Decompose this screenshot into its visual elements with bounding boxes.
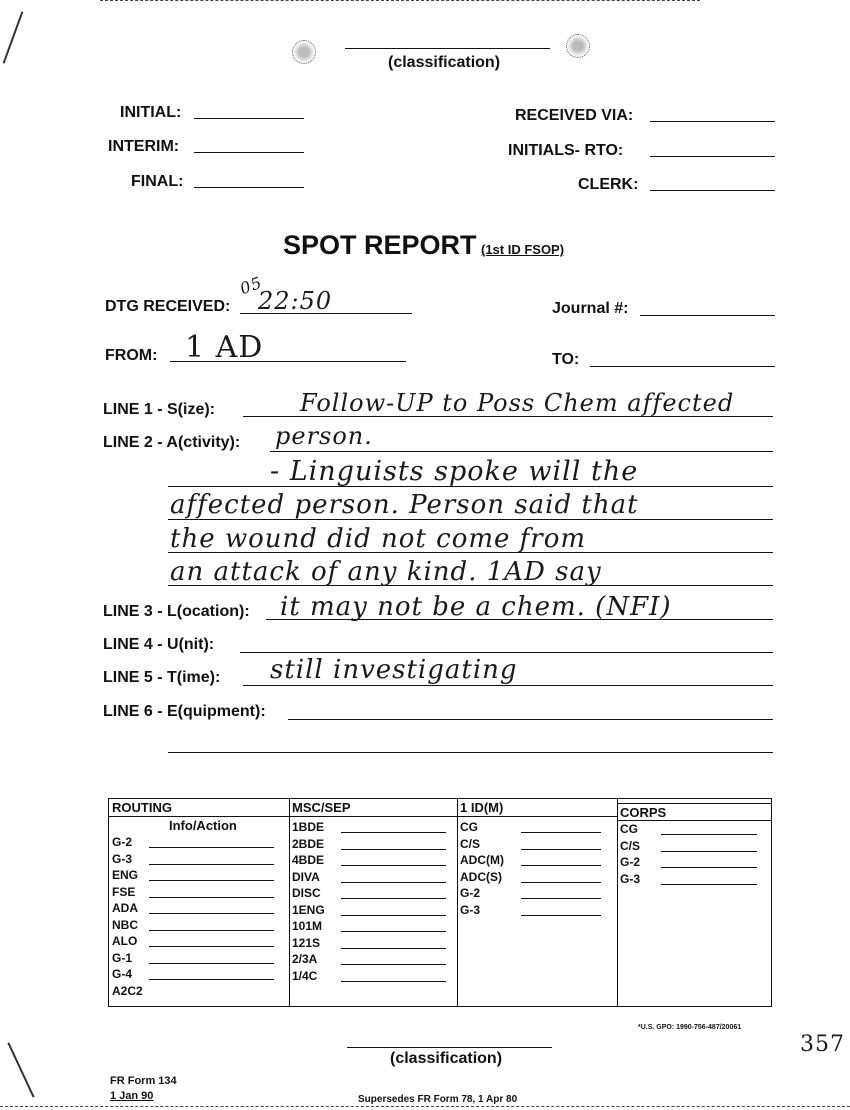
routing-row-label: DIVA (292, 869, 320, 884)
routing-table (108, 798, 772, 1007)
line2-label: LINE 2 - A(ctivity): (103, 434, 241, 451)
line6-label: LINE 6 - E(quipment): (103, 703, 266, 720)
supersedes-notice: Supersedes FR Form 78, 1 Apr 80 (358, 1094, 518, 1105)
clerk-field[interactable] (650, 190, 775, 191)
routing-row-field[interactable] (149, 979, 274, 980)
routing-subheader: Info/Action (169, 818, 237, 833)
final-field[interactable] (194, 187, 304, 188)
routing-row-field[interactable] (661, 884, 757, 885)
corps-column (617, 799, 771, 1006)
journal-field[interactable] (640, 315, 775, 316)
continuation-text-1: - Linguists spoke will the (270, 456, 639, 487)
classification-top-line (345, 48, 550, 49)
initials-rto-label: INITIALS- RTO: (508, 142, 624, 159)
interim-label: INTERIM: (108, 138, 180, 155)
routing-row-field[interactable] (661, 834, 757, 835)
routing-row-label: ALO (112, 934, 138, 948)
routing-row-field[interactable] (341, 931, 446, 932)
routing-row-field[interactable] (521, 882, 601, 883)
from-label: FROM: (105, 347, 158, 364)
routing-row-label: G-3 (620, 871, 641, 886)
line5-field[interactable] (243, 685, 773, 686)
journal-label: Journal #: (552, 300, 629, 317)
to-field[interactable] (590, 366, 775, 367)
line4-label: LINE 4 - U(nit): (103, 636, 215, 653)
routing-row-field[interactable] (521, 898, 601, 899)
routing-row-label: FSE (112, 884, 136, 899)
routing-row-label: 1BDE (292, 820, 325, 834)
routing-row-label: G-1 (112, 950, 133, 965)
routing-row-label: 1/4C (292, 968, 318, 983)
line2-field[interactable] (270, 451, 773, 452)
routing-row-label: DISC (292, 886, 321, 900)
classification-bottom-line (347, 1047, 552, 1048)
routing-row-label: C/S (620, 838, 641, 853)
routing-row-field[interactable] (149, 897, 274, 898)
routing-row-label: 2/3A (292, 952, 318, 966)
gpo-notice: *U.S. GPO: 1990-756-487/20061 (638, 1024, 742, 1031)
routing-row-field[interactable] (341, 948, 446, 949)
report-subtitle: (1st ID FSOP) (480, 242, 565, 257)
routing-row-field[interactable] (341, 964, 446, 965)
routing-row-field[interactable] (661, 851, 757, 852)
classification-bottom: (classification) (390, 1050, 503, 1067)
dtg-prefix: 05 (237, 272, 265, 299)
dtg-label: DTG RECEIVED: (105, 298, 231, 315)
routing-row-label: 1ENG (292, 902, 325, 917)
initial-field[interactable] (194, 118, 304, 119)
routing-row-field[interactable] (341, 915, 446, 916)
id-m-header: 1 ID(M) (457, 799, 617, 817)
routing-row-field[interactable] (341, 832, 446, 833)
bottom-edge (0, 1106, 850, 1107)
seal-left-icon (292, 40, 316, 64)
routing-row-field[interactable] (149, 864, 274, 865)
form-date: 1 Jan 90 (110, 1090, 154, 1102)
routing-row-label: NBC (112, 917, 138, 932)
line1-label: LINE 1 - S(ize): (103, 401, 216, 418)
line4-field[interactable] (240, 652, 773, 653)
routing-header: ROUTING (109, 799, 289, 817)
line3-label: LINE 3 - L(ocation): (103, 603, 250, 620)
routing-row-label: G-3 (460, 902, 481, 917)
interim-field[interactable] (194, 152, 304, 153)
to-label: TO: (552, 351, 580, 368)
line1-value: Follow-UP to Poss Chem affected (300, 389, 735, 417)
routing-row-label: ENG (112, 868, 139, 882)
corner-mark (3, 11, 24, 63)
form-name: FR Form 134 (110, 1075, 177, 1087)
initial-label: INITIAL: (120, 104, 182, 121)
routing-row-field[interactable] (149, 847, 274, 848)
line6-field[interactable] (288, 719, 773, 720)
top-edge (100, 0, 700, 1)
routing-column (109, 799, 290, 1006)
routing-row-label: C/S (460, 836, 481, 851)
routing-row-label: G-2 (112, 835, 133, 849)
line5-label: LINE 5 - T(ime): (103, 669, 221, 686)
routing-row-label: CG (460, 820, 478, 834)
continuation-text-3: the wound did not come from (170, 524, 587, 554)
routing-row-label: ADC(M) (460, 853, 504, 867)
routing-row-field[interactable] (341, 898, 446, 899)
routing-row-field[interactable] (149, 946, 274, 947)
report-title: SPOT REPORT (283, 230, 477, 260)
routing-row-field[interactable] (149, 930, 274, 931)
line3-value: it may not be a chem. (NFI) (280, 592, 672, 622)
routing-row-label: CG (620, 822, 638, 836)
routing-row-field[interactable] (521, 832, 601, 833)
routing-row-field[interactable] (341, 981, 446, 982)
routing-row-label: 4BDE (292, 853, 325, 867)
routing-row-field[interactable] (341, 865, 446, 866)
routing-row-field[interactable] (341, 849, 446, 850)
routing-row-field[interactable] (149, 963, 274, 964)
routing-row-label: G-3 (112, 851, 133, 866)
routing-row-field[interactable] (149, 913, 274, 914)
line5-value: still investigating (270, 655, 518, 685)
msc-sep-header: MSC/SEP (289, 799, 457, 817)
routing-row-field[interactable] (661, 867, 757, 868)
continuation-text-2: affected person. Person said that (170, 490, 639, 520)
report-title-block (283, 230, 564, 261)
received-via-label: RECEIVED VIA: (515, 107, 634, 124)
routing-row-field[interactable] (521, 865, 601, 866)
msc-sep-column (289, 799, 458, 1006)
continuation-text-4: an attack of any kind. 1AD say (170, 557, 602, 587)
routing-row-label: 2BDE (292, 836, 325, 851)
dtg-value: 22:50 (258, 287, 333, 315)
routing-row-field[interactable] (341, 882, 446, 883)
routing-row-field[interactable] (521, 849, 601, 850)
routing-row-field[interactable] (149, 880, 274, 881)
initials-rto-field[interactable] (650, 156, 775, 157)
corps-header: CORPS (617, 803, 771, 821)
routing-row-label: 101M (292, 919, 323, 933)
page-number: 357 (800, 1032, 845, 1057)
routing-row-label: ADC(S) (460, 869, 502, 884)
line2-value: person. (275, 422, 373, 450)
corner-mark-bottom (7, 1042, 34, 1097)
received-via-field[interactable] (650, 121, 775, 122)
routing-row-label: G-2 (620, 855, 641, 869)
final-label: FINAL: (131, 173, 184, 190)
classification-top: (classification) (388, 54, 501, 71)
from-value: 1 AD (185, 330, 264, 365)
id-m-column (457, 799, 618, 1006)
clerk-label: CLERK: (578, 176, 639, 193)
seal-right-icon (566, 34, 590, 58)
routing-row-label: 121S (292, 935, 321, 950)
line6-continuation[interactable] (168, 752, 773, 753)
routing-row-label: G-2 (460, 886, 481, 900)
routing-row-field[interactable] (521, 915, 601, 916)
routing-row-label: G-4 (112, 967, 133, 981)
routing-row-label: A2C2 (112, 983, 143, 998)
routing-row-label: ADA (112, 901, 138, 915)
